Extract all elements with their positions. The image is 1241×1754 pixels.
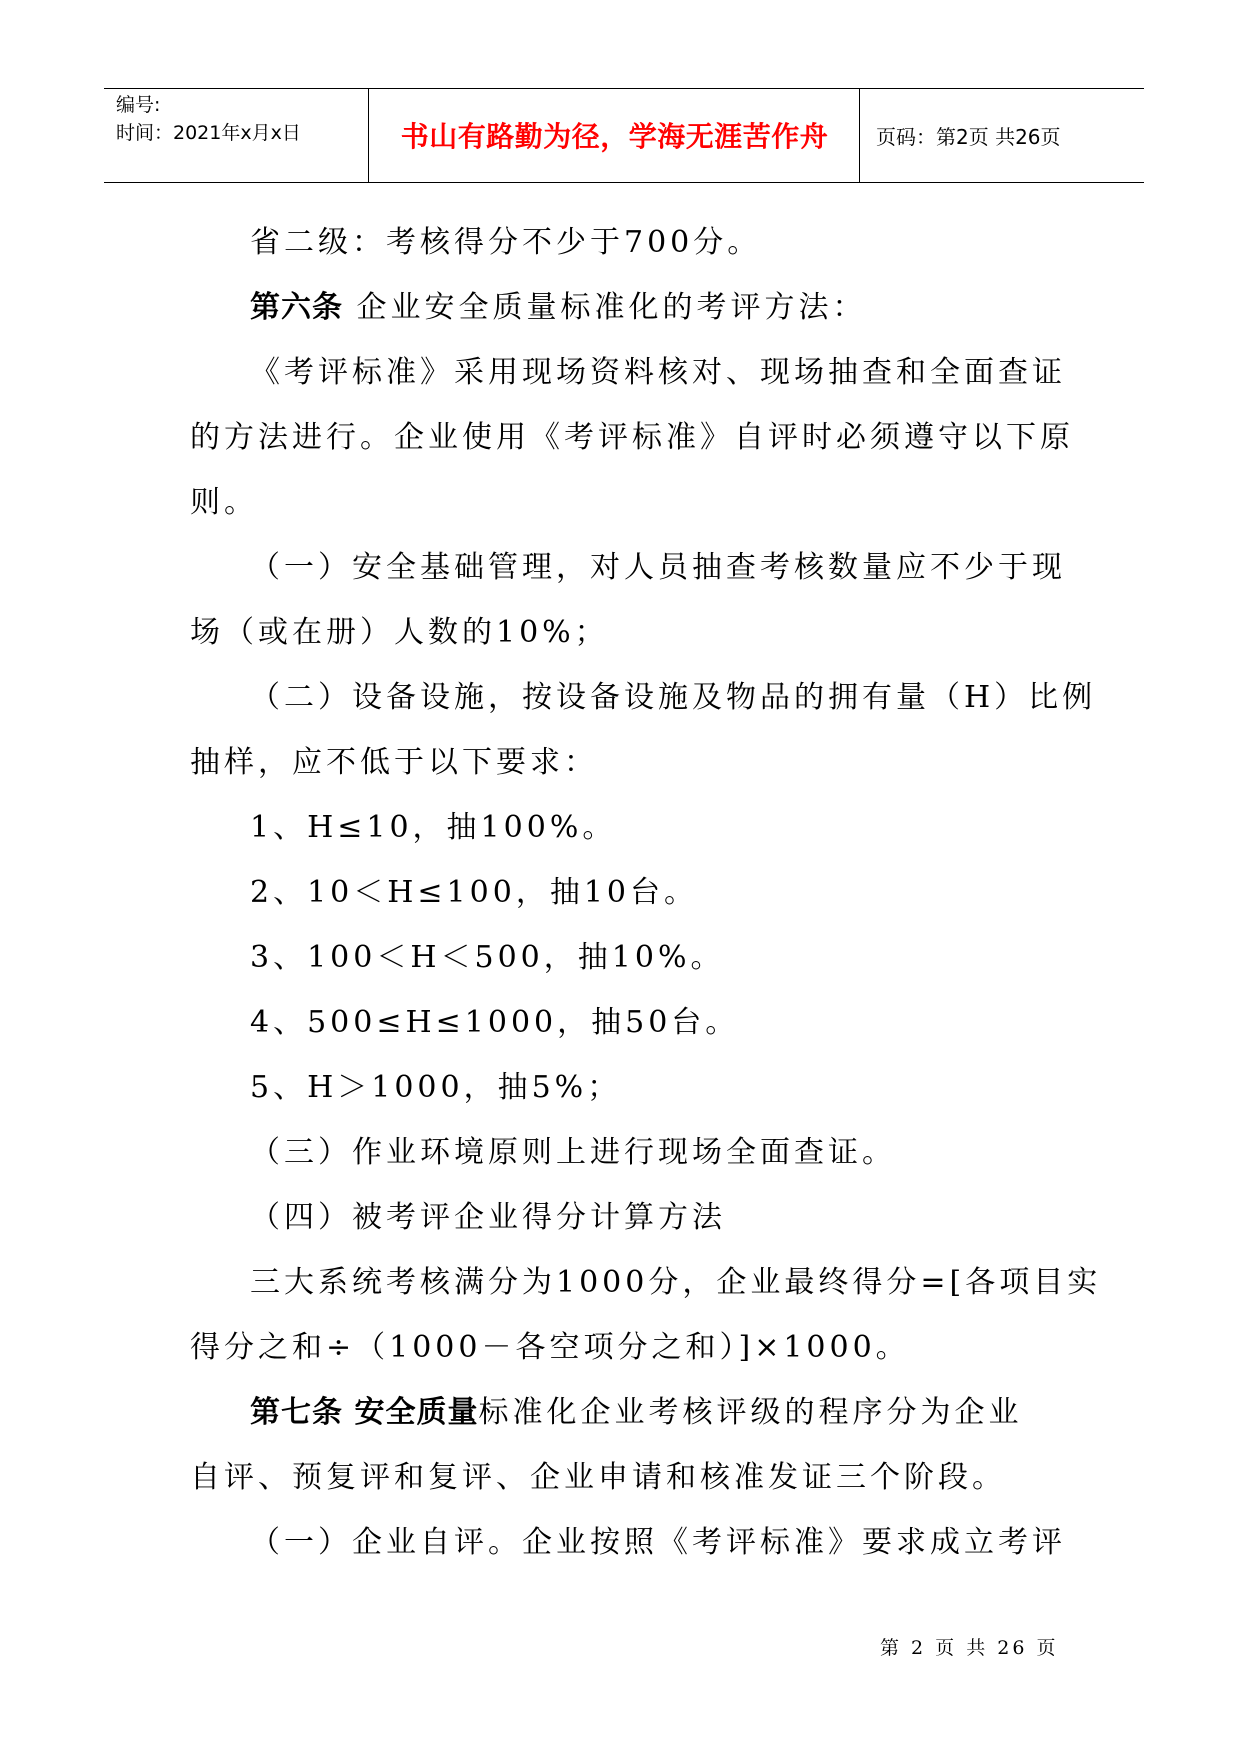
- list-item: 2、10＜H≤100，抽10台。: [250, 875, 698, 910]
- page-header: [104, 88, 1144, 183]
- header-motto: 书山有路勤为径，学海无涯苦作舟: [400, 120, 829, 153]
- article-heading: 第六条: [250, 290, 343, 325]
- list-item: 1、H≤10，抽100%。: [250, 810, 617, 845]
- header-divider: [368, 89, 369, 182]
- page-footer: 第 2 页 共 26 页: [880, 1637, 1059, 1659]
- article-text: 企业安全质量标准化的考评方法：: [343, 290, 867, 325]
- list-item: 5、H＞1000，抽5%；: [250, 1070, 622, 1105]
- text-line: （一）企业自评。企业按照《考评标准》要求成立考评: [250, 1525, 1066, 1560]
- text-line: 得分之和÷（1000－各空项分之和）]×1000。: [190, 1330, 910, 1365]
- header-meta: [116, 91, 301, 147]
- text-line: [250, 1393, 1022, 1433]
- text-line: 自评、预复评和复评、企业申请和核准发证三个阶段。: [190, 1460, 1006, 1495]
- text-line: （三）作业环境原则上进行现场全面查证。: [250, 1135, 896, 1170]
- date-line: 时间：2021年x月x日: [116, 122, 301, 144]
- header-page-code: 页码：第2页 共26页: [876, 124, 1061, 149]
- list-item: 4、500≤H≤1000，抽50台。: [250, 1005, 740, 1040]
- text-line: 抽样，应不低于以下要求：: [190, 745, 598, 780]
- number-label: 编号:: [116, 94, 161, 116]
- list-item: 3、100＜H＜500，抽10%。: [250, 940, 725, 975]
- text-line: （四）被考评企业得分计算方法: [250, 1200, 726, 1235]
- text-line: （一）安全基础管理，对人员抽查考核数量应不少于现: [250, 550, 1066, 585]
- text-line: 《考评标准》采用现场资料核对、现场抽查和全面查证: [250, 355, 1066, 390]
- text-line: 场（或在册）人数的10%；: [190, 615, 609, 650]
- text-line: （二）设备设施，按设备设施及物品的拥有量（H）比例: [250, 680, 1097, 715]
- text-line: [250, 288, 867, 328]
- text-line: 三大系统考核满分为1000分，企业最终得分=[各项目实: [250, 1265, 1102, 1300]
- text-line: 的方法进行。企业使用《考评标准》自评时必须遵守以下原: [190, 420, 1074, 455]
- article-heading: 第七条 安全质量: [250, 1395, 479, 1430]
- header-divider: [859, 89, 860, 182]
- article-text: 标准化企业考核评级的程序分为企业: [478, 1395, 1023, 1430]
- text-line: 则。: [190, 485, 258, 520]
- text-line: 省二级：考核得分不少于700分。: [250, 225, 762, 260]
